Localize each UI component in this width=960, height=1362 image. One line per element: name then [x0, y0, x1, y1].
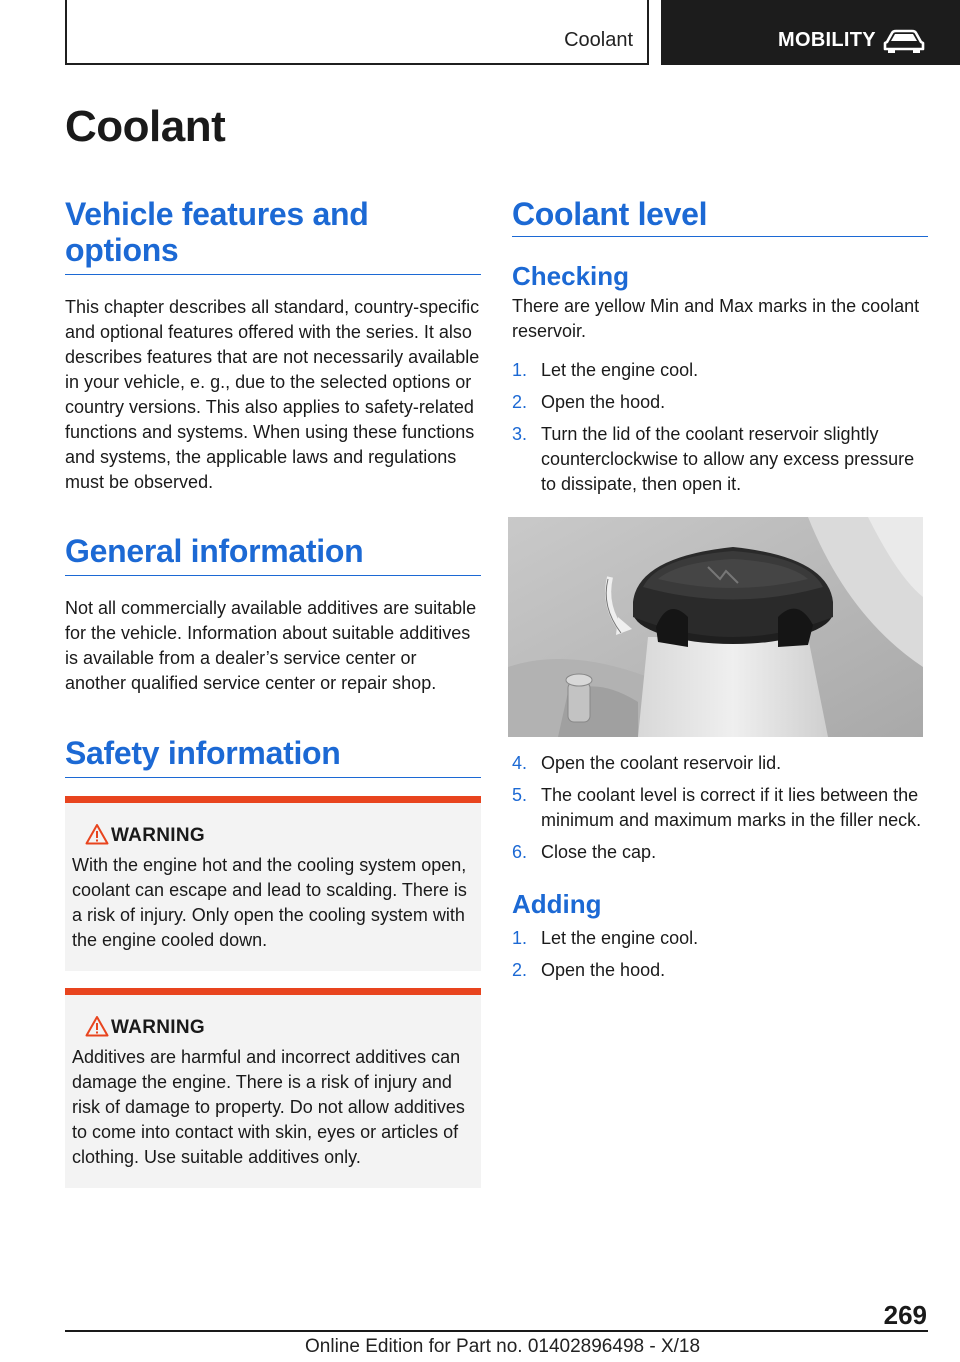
- heading-safety-information: Safety information: [65, 735, 481, 778]
- warning-text: With the engine hot and the cooling system open, coolant can escape and lead to scalding. There is a risk of injury. Only open the cooling system with the engine cooled down.: [72, 855, 467, 950]
- text-general-information: Not all commercially available additives are suitable for the vehicle. Information about suitable additives is available from a dealer’s service center or another qualified service center or repair shop.: [65, 598, 477, 693]
- heading-adding: Adding: [512, 889, 602, 919]
- list-item: 4. Open the coolant reservoir lid.: [512, 753, 782, 773]
- section-general-information: [65, 533, 481, 696]
- checking-steps-list-continued: [512, 751, 928, 865]
- header-chapter-label: MOBILITY: [778, 29, 876, 51]
- heading-checking: Checking: [512, 261, 630, 291]
- page-title: Coolant: [65, 102, 226, 151]
- list-item: 5. The coolant level is correct if it lies between the minimum and maximum marks in the filler neck.: [512, 785, 922, 830]
- checking-steps-list: [512, 358, 928, 497]
- list-item: 1. Let the engine cool.: [512, 928, 699, 948]
- car-icon: [883, 29, 925, 53]
- section-safety-information: [65, 735, 481, 778]
- warning-box-additives: [65, 988, 481, 1188]
- header-chapter-box: [661, 0, 960, 65]
- list-item: 1. Let the engine cool.: [512, 360, 699, 380]
- list-item: 2. Open the hood.: [512, 960, 666, 980]
- warning-triangle-icon: [85, 1015, 109, 1037]
- footer-divider: [65, 1330, 928, 1332]
- section-vehicle-features: [65, 196, 481, 495]
- warning-label: WARNING: [111, 1017, 205, 1038]
- list-item: 6. Close the cap.: [512, 842, 657, 862]
- list-item: 3. Turn the lid of the coolant reservoir slightly counterclockwise to allow any excess pressure to dissipate, then open it.: [512, 424, 915, 494]
- text-checking-intro: There are yellow Min and Max marks in the coolant reservoir.: [512, 296, 920, 341]
- warning-box-scalding: [65, 796, 481, 971]
- warning-label: WARNING: [111, 825, 205, 846]
- section-coolant-level: [512, 196, 928, 504]
- heading-vehicle-features: Vehicle features and options: [65, 196, 481, 275]
- section-checking-continued: [512, 751, 928, 990]
- warning-triangle-icon: [85, 823, 109, 845]
- warning-text: Additives are harmful and incorrect additives can damage the engine. There is a risk of injury and risk of damage to property. Do not allow additives to come into contact with skin, eyes or articles of clothing. Use suitable additives only.: [72, 1047, 465, 1167]
- adding-steps-list: [512, 926, 928, 983]
- header-section-label: Coolant: [564, 29, 633, 51]
- heading-coolant-level: Coolant level: [512, 196, 928, 237]
- list-item: 2. Open the hood.: [512, 392, 666, 412]
- text-vehicle-features: This chapter describes all standard, country-specific and optional features offered with the series. It also describes features that are not necessarily available in your vehicle, e. g., due to the selected options or country versions. This also applies to safety-related functions and systems. When using these functions and systems, the applicable laws and regulations must be observed.: [65, 297, 480, 492]
- page-number: 269: [883, 1300, 927, 1330]
- header-section-box: [65, 0, 649, 65]
- coolant-reservoir-cap-photo: [508, 517, 923, 737]
- heading-general-information: General information: [65, 533, 481, 576]
- footer-edition-text: Online Edition for Part no. 01402896498 - X/18: [305, 1336, 701, 1357]
